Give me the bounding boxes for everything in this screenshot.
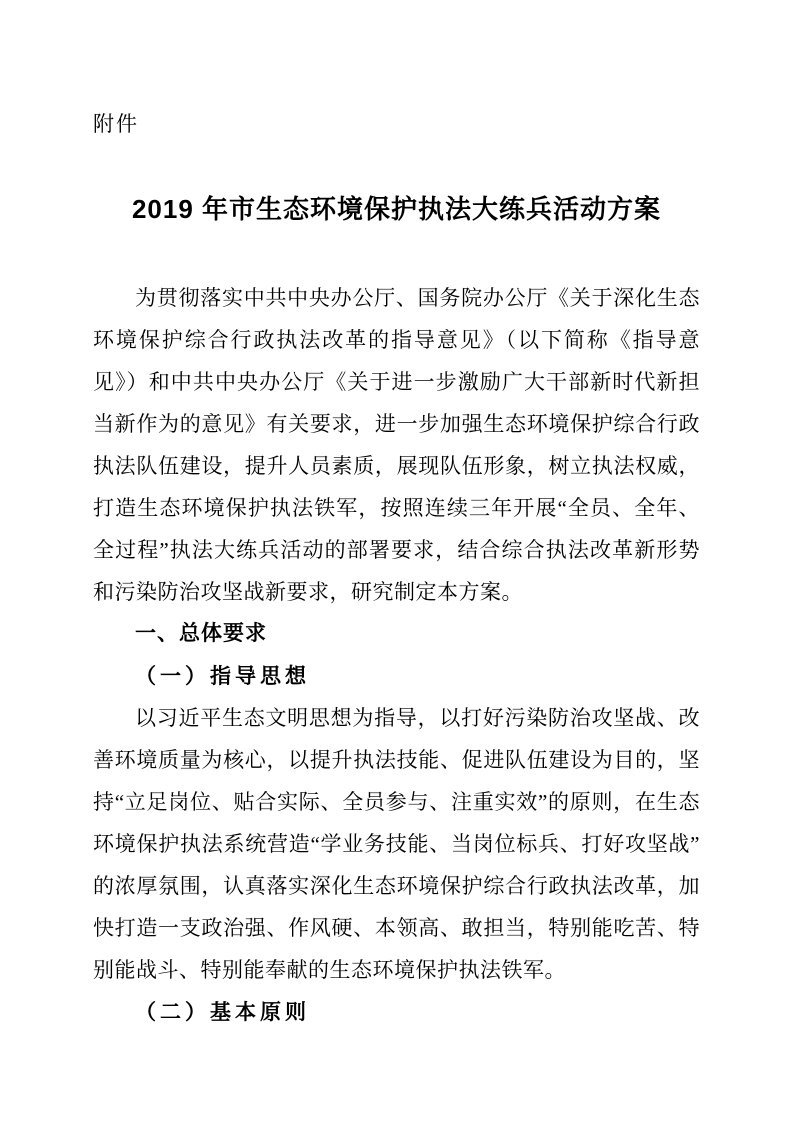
section-1-heading: 一、总体要求 xyxy=(135,622,267,645)
document-title: 2019 年市生态环境保护执法大练兵活动方案 xyxy=(131,194,662,224)
intro-paragraph: 为贯彻落实中共中央办公厅、国务院办公厅《关于深化生态环境保护综合行政执法改革的指导意见》（以下简称《指导意见》）和中共中央办公厅《关于进一步激励广大干部新时代新担当新作为的意见》有关要求，进一步加强生态环境保护综合行政执法队伍建设，提升人员素质，展现队伍形象，树立执法权威，打造生态环境保护执法铁军，按照连续三年开展“全员、全年、全过程”执法大练兵活动的部署要求，结合综合执法改革新形势和污染防治攻坚战新要求，研究制定本方案。 xyxy=(93,286,700,604)
subsection-1-1-heading: （一）指导思想 xyxy=(135,664,310,688)
subsection-1-1-paragraph: 以习近平生态文明思想为指导，以打好污染防治攻坚战、改善环境质量为核心，以提升执法技能、促进队伍建设为目的，坚持“立足岗位、贴合实际、全员参与、注重实效”的原则，在生态环境保护执法系统营造“学业务技能、当岗位标兵、打好攻坚战”的浓厚氛围，认真落实深化生态环境保护综合行政执法改革，加快打造一支政治强、作风硬、本领高、敢担当，特别能吃苦、特别能战斗、特别能奉献的生态环境保护执法铁军。 xyxy=(93,706,700,982)
subsection-1-2-heading: （二）基本原则 xyxy=(135,1000,310,1024)
attachment-label: 附件 xyxy=(93,113,139,136)
